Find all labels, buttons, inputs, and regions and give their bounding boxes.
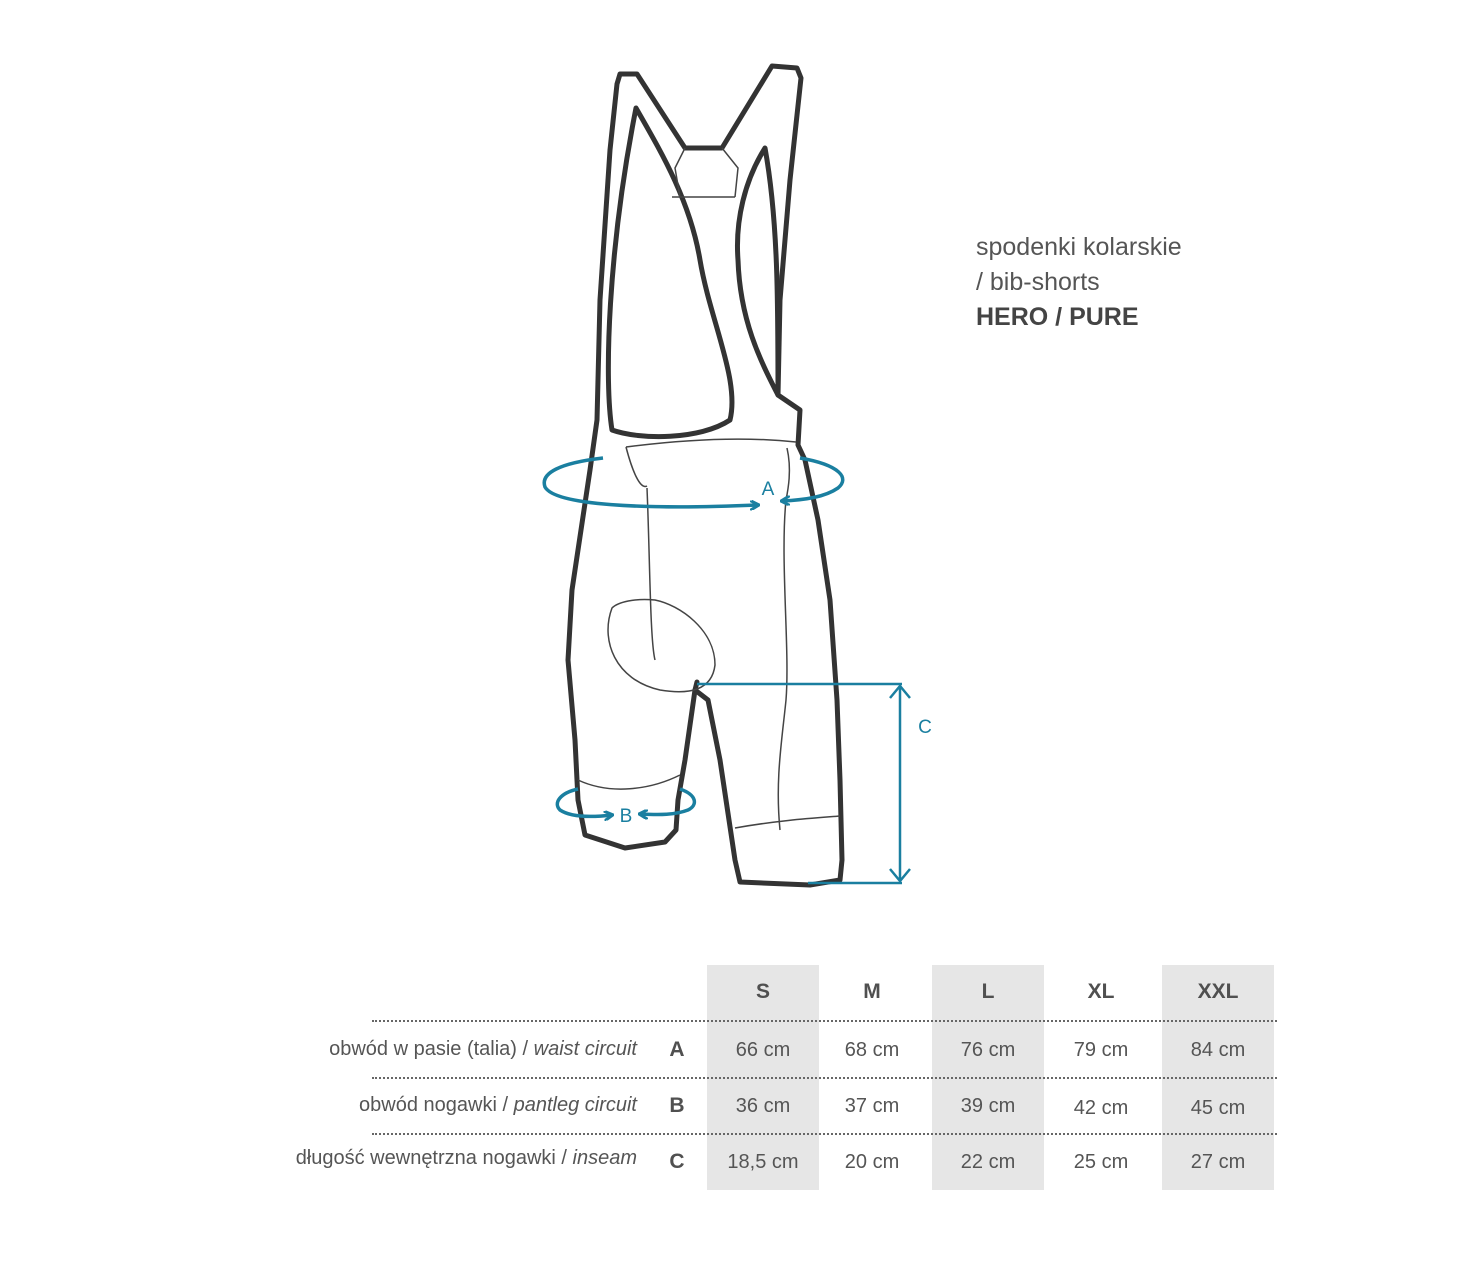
size-header-xl: XL [1087,980,1115,1003]
table-cell: 68 cm [844,1039,900,1061]
row-letter-c: C [669,1150,685,1173]
table-cell: 79 cm [1073,1039,1129,1061]
size-header-xxl: XXL [1197,980,1239,1003]
table-cell: 18,5 cm [727,1151,799,1173]
size-header-s: S [755,980,770,1003]
table-cell: 39 cm [960,1095,1016,1117]
title-en: / bib-shorts [976,268,1100,296]
table-cell: 84 cm [1190,1039,1246,1061]
row-label-pantleg [359,1094,637,1117]
row-label-pl: długość wewnętrzna nogawki / [295,1147,573,1169]
size-header-l: L [981,980,995,1003]
size-header-m: M [863,980,881,1003]
row-letter-a: A [669,1038,685,1061]
table-cell: 20 cm [844,1151,900,1173]
title-model: HERO / PURE [976,303,1139,331]
marker-label-a: A [761,479,775,500]
table-cell: 76 cm [960,1039,1016,1061]
table-cell: 37 cm [844,1095,900,1117]
table-cell: 36 cm [735,1095,791,1117]
table-cell: 25 cm [1073,1151,1129,1173]
row-label-en: inseam [572,1147,637,1169]
row-label-waist [329,1038,637,1061]
title-pl: spodenki kolarskie [976,233,1182,261]
table-cell: 66 cm [735,1039,791,1061]
table-cell: 42 cm [1073,1097,1129,1119]
marker-label-c: C [918,717,932,738]
table-cell: 27 cm [1190,1151,1246,1173]
row-label-pl: obwód w pasie (talia) / [329,1038,534,1060]
row-label-en: waist circuit [533,1038,637,1060]
row-divider [372,1020,1277,1022]
row-divider [372,1077,1277,1079]
marker-label-b: B [619,806,633,827]
table-cell: 45 cm [1190,1097,1246,1119]
row-label-en: pantleg circuit [513,1094,637,1116]
row-divider [372,1133,1277,1135]
row-label-inseam [296,1147,637,1170]
row-letter-b: B [669,1094,685,1117]
row-label-pl: obwód nogawki / [359,1094,514,1116]
table-cell: 22 cm [960,1151,1016,1173]
